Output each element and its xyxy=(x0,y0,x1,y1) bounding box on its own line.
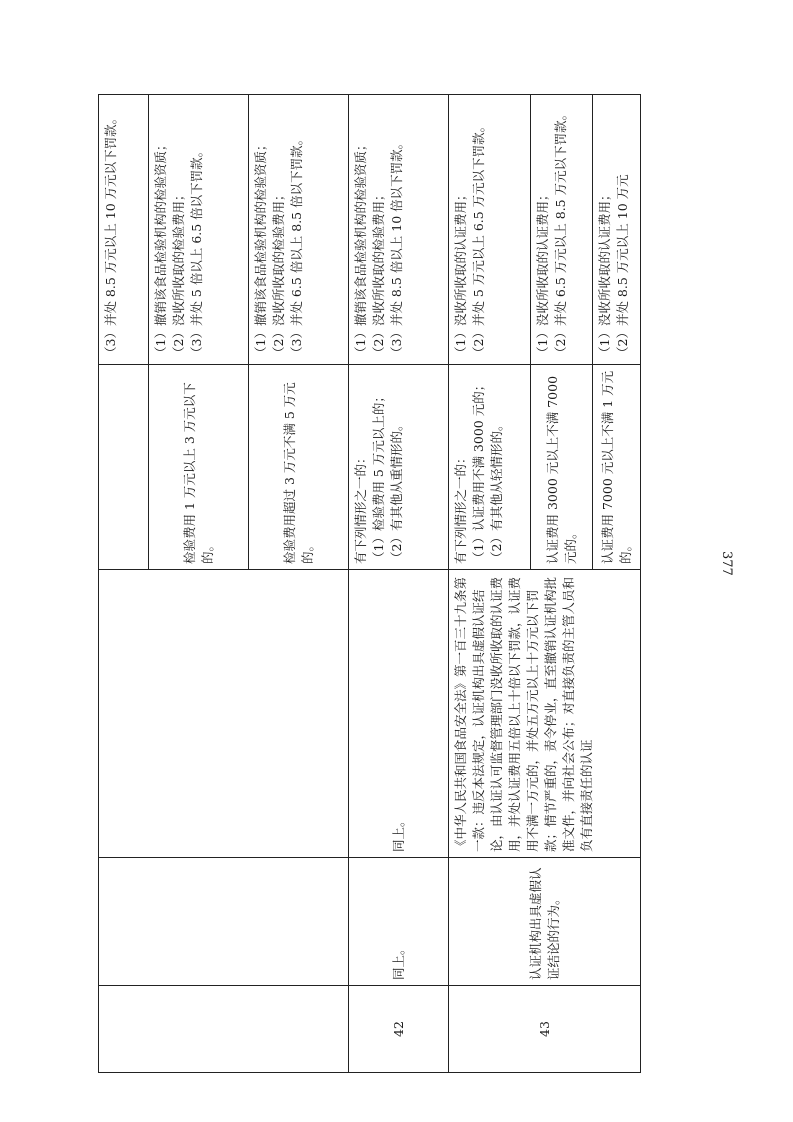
circumstance-line: 有下列情形之一的： xyxy=(353,451,368,564)
penalty-line: （2）没收所收取的检验费用； xyxy=(371,188,386,359)
penalty-line: （1）撤销该食品检验机构的检验资质； xyxy=(253,138,268,359)
penalty-line: （2）并处 5 万元以上 6.5 万元以下罚款。 xyxy=(471,119,486,359)
penalty-cell xyxy=(449,95,531,365)
penalty-line: （1）撤销该食品检验机构的检验资质； xyxy=(353,138,368,359)
penalty-cell xyxy=(531,95,593,365)
behavior-cell: 同上。 xyxy=(349,858,449,986)
basis-cell: 《中华人民共和国食品安全法》第一百三十九条第一款：违反本法规定，认证机构出具虚假认证结论，由认证认可监督管理部门没收所收取的认证费用，并处认证费用五倍以上十倍以下罚款，认证费用不满一万元的，并处五万元以上十万元以下罚款；情节严重的，责令停业，直至撤销认证机构批准文件，并向社会公布；对直接负责的主管人员和负有直接责任的认证 xyxy=(449,570,641,858)
penalty-line: （2）并处 6.5 万元以上 8.5 万元以下罚款。 xyxy=(553,107,568,359)
penalty-line: （2）没收所收取的检验费用； xyxy=(171,188,186,359)
behavior-cell: 认证机构出具虚假认证结论的行为。 xyxy=(449,858,641,986)
penalty-line: （3）并处 5 倍以上 6.5 倍以下罚款。 xyxy=(189,144,204,359)
circumstance-line: 认证费用 7000 元以上不满 1 万元的。 xyxy=(599,370,633,564)
circumstance-cell xyxy=(531,365,593,570)
circumstance-cell: 检验费用超过 3 万元不满 5 万元的。 xyxy=(249,365,349,570)
basis-cell: 同上。 xyxy=(349,570,449,858)
penalty-table xyxy=(98,94,641,1073)
penalty-line: （1）没收所收取的认证费用； xyxy=(453,188,468,359)
penalty-cell xyxy=(249,95,349,365)
circumstance-line: （1）认证费用不满 3000 元的； xyxy=(471,378,486,564)
rotated-table-container xyxy=(98,95,666,1073)
basis-cell xyxy=(99,570,349,858)
penalty-line: （1）没收所收取的认证费用； xyxy=(597,188,612,359)
circumstance-cell xyxy=(593,365,641,570)
row-number: 42 xyxy=(349,986,449,1073)
table-row xyxy=(449,95,531,1073)
table-row xyxy=(349,95,449,1073)
row-number: 43 xyxy=(449,986,641,1073)
circumstance-line: 有下列情形之一的： xyxy=(453,451,468,564)
penalty-cell xyxy=(349,95,449,365)
table-row xyxy=(99,95,149,1073)
penalty-line: （3）并处 8.5 倍以上 10 倍以下罚款。 xyxy=(389,136,404,359)
penalty-cell xyxy=(149,95,249,365)
behavior-cell xyxy=(99,858,349,986)
circumstance-cell xyxy=(449,365,531,570)
penalty-cell xyxy=(593,95,641,365)
page-number: 377 xyxy=(719,551,734,576)
penalty-line: （1）没收所收取的认证费用； xyxy=(535,188,550,359)
row-number xyxy=(99,986,349,1073)
penalty-line: （2）并处 8.5 万元以上 10 万元 xyxy=(615,174,630,359)
circumstance-line: 认证费用 3000 元以上不满 7000 元的。 xyxy=(544,375,578,564)
penalty-line: （3）并处 6.5 倍以上 8.5 倍以下罚款。 xyxy=(289,132,304,359)
circumstance-cell xyxy=(349,365,449,570)
penalty-cell xyxy=(99,95,149,365)
penalty-line: （3）并处 8.5 万元以上 10 万元以下罚款。 xyxy=(103,111,118,359)
circumstance-cell: 检验费用 1 万元以上 3 万元以下的。 xyxy=(149,365,249,570)
circumstance-line: （2）有其他从轻情形的。 xyxy=(489,418,504,564)
penalty-line: （1）撤销该食品检验机构的检验资质； xyxy=(153,138,168,359)
penalty-line: （2）没收所收取的检验费用； xyxy=(271,188,286,359)
circumstance-cell xyxy=(99,365,149,570)
circumstance-line: （1）检验费用 5 万元以上的； xyxy=(371,390,386,564)
circumstance-line: （2）有其他从重情形的。 xyxy=(389,418,404,564)
